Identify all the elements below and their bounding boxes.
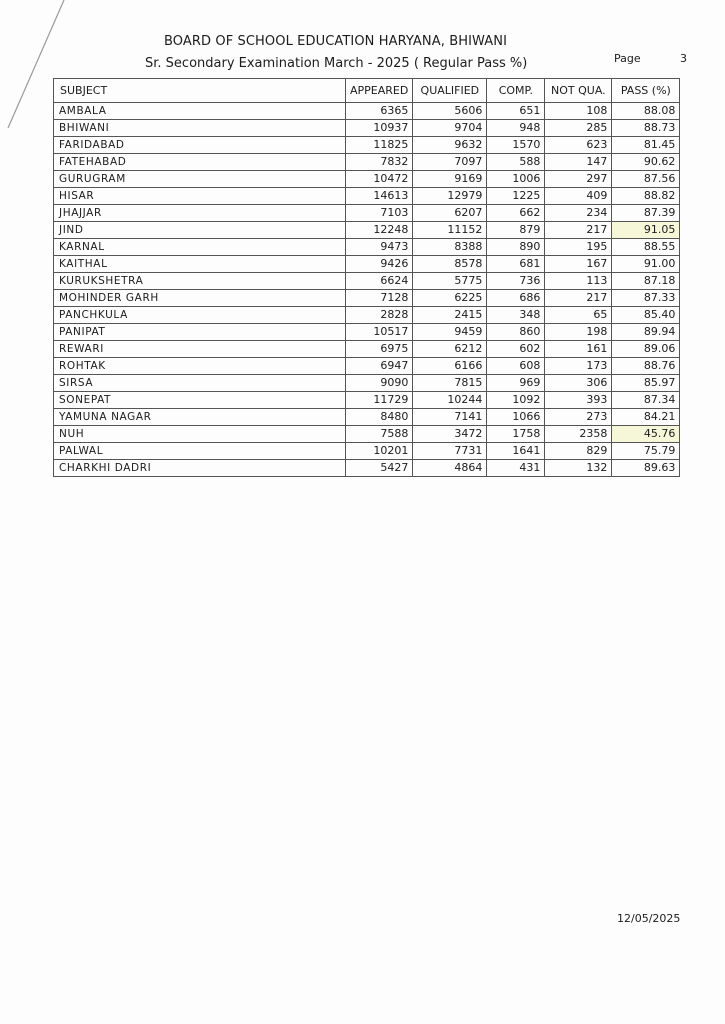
- cell-subject: SONEPAT: [54, 392, 346, 409]
- cell-subject: REWARI: [54, 341, 346, 358]
- cell-appeared: 11729: [346, 392, 413, 409]
- cell-appeared: 6947: [346, 358, 413, 375]
- cell-comp: 681: [487, 256, 545, 273]
- table-body: [54, 103, 680, 477]
- cell-comp: 1225: [487, 188, 545, 205]
- cell-pass-percent: 89.63: [612, 460, 680, 477]
- cell-pass-percent: 88.55: [612, 239, 680, 256]
- table-row: [54, 222, 680, 239]
- cell-pass-percent: 90.62: [612, 154, 680, 171]
- cell-subject: PALWAL: [54, 443, 346, 460]
- cell-comp: 1570: [487, 137, 545, 154]
- cell-pass-percent: 87.18: [612, 273, 680, 290]
- cell-qualified: 8388: [413, 239, 487, 256]
- cell-pass-percent: 81.45: [612, 137, 680, 154]
- cell-comp: 1641: [487, 443, 545, 460]
- results-table: [53, 78, 680, 477]
- page-number: 3: [680, 52, 687, 65]
- table-row: [54, 103, 680, 120]
- table-row: [54, 307, 680, 324]
- table-row: [54, 460, 680, 477]
- cell-subject: ROHTAK: [54, 358, 346, 375]
- cell-pass-percent: 88.73: [612, 120, 680, 137]
- cell-pass-percent: 88.76: [612, 358, 680, 375]
- table-row: [54, 154, 680, 171]
- cell-not-qualified: 65: [545, 307, 612, 324]
- table-row: [54, 120, 680, 137]
- cell-not-qualified: 167: [545, 256, 612, 273]
- cell-pass-percent: 87.39: [612, 205, 680, 222]
- cell-pass-percent: 84.21: [612, 409, 680, 426]
- page-label: Page: [614, 52, 641, 65]
- cell-pass-percent: 91.00: [612, 256, 680, 273]
- cell-comp: 608: [487, 358, 545, 375]
- table-header-row: [54, 79, 680, 103]
- cell-not-qualified: 623: [545, 137, 612, 154]
- table-row: [54, 358, 680, 375]
- cell-qualified: 9704: [413, 120, 487, 137]
- table-row: [54, 341, 680, 358]
- cell-pass-percent: 89.94: [612, 324, 680, 341]
- cell-not-qualified: 409: [545, 188, 612, 205]
- table-row: [54, 375, 680, 392]
- cell-not-qualified: 173: [545, 358, 612, 375]
- cell-appeared: 8480: [346, 409, 413, 426]
- table-row: [54, 392, 680, 409]
- cell-appeared: 9090: [346, 375, 413, 392]
- cell-comp: 860: [487, 324, 545, 341]
- cell-comp: 1092: [487, 392, 545, 409]
- table-row: [54, 409, 680, 426]
- cell-subject: BHIWANI: [54, 120, 346, 137]
- cell-qualified: 4864: [413, 460, 487, 477]
- cell-not-qualified: 829: [545, 443, 612, 460]
- cell-pass-percent: 88.82: [612, 188, 680, 205]
- cell-appeared: 2828: [346, 307, 413, 324]
- cell-appeared: 9473: [346, 239, 413, 256]
- document-date: 12/05/2025: [617, 912, 681, 925]
- cell-pass-percent: 87.34: [612, 392, 680, 409]
- table-row: [54, 443, 680, 460]
- cell-not-qualified: 108: [545, 103, 612, 120]
- cell-subject: KARNAL: [54, 239, 346, 256]
- table-row: [54, 273, 680, 290]
- cell-not-qualified: 393: [545, 392, 612, 409]
- cell-comp: 969: [487, 375, 545, 392]
- cell-comp: 588: [487, 154, 545, 171]
- cell-qualified: 7815: [413, 375, 487, 392]
- cell-not-qualified: 234: [545, 205, 612, 222]
- cell-subject: PANCHKULA: [54, 307, 346, 324]
- cell-qualified: 6212: [413, 341, 487, 358]
- cell-subject: JHAJJAR: [54, 205, 346, 222]
- cell-not-qualified: 217: [545, 290, 612, 307]
- cell-comp: 879: [487, 222, 545, 239]
- cell-appeared: 11825: [346, 137, 413, 154]
- cell-not-qualified: 285: [545, 120, 612, 137]
- cell-not-qualified: 297: [545, 171, 612, 188]
- cell-qualified: 12979: [413, 188, 487, 205]
- cell-qualified: 6225: [413, 290, 487, 307]
- cell-not-qualified: 2358: [545, 426, 612, 443]
- cell-subject: AMBALA: [54, 103, 346, 120]
- cell-comp: 348: [487, 307, 545, 324]
- board-title: BOARD OF SCHOOL EDUCATION HARYANA, BHIWANI: [164, 34, 508, 49]
- cell-qualified: 2415: [413, 307, 487, 324]
- cell-qualified: 3472: [413, 426, 487, 443]
- cell-subject: MOHINDER GARH: [54, 290, 346, 307]
- cell-subject: KAITHAL: [54, 256, 346, 273]
- cell-appeared: 6624: [346, 273, 413, 290]
- cell-comp: 651: [487, 103, 545, 120]
- table-row: [54, 205, 680, 222]
- cell-subject: YAMUNA NAGAR: [54, 409, 346, 426]
- cell-subject: FARIDABAD: [54, 137, 346, 154]
- cell-pass-percent: 75.79: [612, 443, 680, 460]
- table-row: [54, 290, 680, 307]
- cell-pass-percent: 45.76: [612, 426, 680, 443]
- cell-not-qualified: 217: [545, 222, 612, 239]
- cell-qualified: 8578: [413, 256, 487, 273]
- cell-pass-percent: 85.97: [612, 375, 680, 392]
- cell-appeared: 5427: [346, 460, 413, 477]
- exam-subtitle: Sr. Secondary Examination March - 2025 ( Regular Pass %): [145, 56, 528, 71]
- cell-pass-percent: 85.40: [612, 307, 680, 324]
- cell-appeared: 12248: [346, 222, 413, 239]
- cell-appeared: 7103: [346, 205, 413, 222]
- cell-appeared: 9426: [346, 256, 413, 273]
- cell-comp: 948: [487, 120, 545, 137]
- cell-subject: SIRSA: [54, 375, 346, 392]
- cell-not-qualified: 306: [545, 375, 612, 392]
- column-header-pass-percent: PASS (%): [612, 79, 680, 103]
- column-header-appeared: APPEARED: [346, 79, 413, 103]
- cell-not-qualified: 113: [545, 273, 612, 290]
- table-row: [54, 256, 680, 273]
- cell-not-qualified: 161: [545, 341, 612, 358]
- cell-pass-percent: 87.33: [612, 290, 680, 307]
- cell-qualified: 9632: [413, 137, 487, 154]
- cell-qualified: 7097: [413, 154, 487, 171]
- cell-comp: 602: [487, 341, 545, 358]
- cell-appeared: 7832: [346, 154, 413, 171]
- table-row: [54, 239, 680, 256]
- cell-not-qualified: 132: [545, 460, 612, 477]
- cell-pass-percent: 89.06: [612, 341, 680, 358]
- cell-appeared: 10517: [346, 324, 413, 341]
- cell-qualified: 11152: [413, 222, 487, 239]
- column-header-not-qualified: NOT QUA.: [545, 79, 612, 103]
- cell-comp: 1066: [487, 409, 545, 426]
- cell-not-qualified: 195: [545, 239, 612, 256]
- cell-comp: 1758: [487, 426, 545, 443]
- column-header-comp: COMP.: [487, 79, 545, 103]
- cell-qualified: 5775: [413, 273, 487, 290]
- cell-qualified: 5606: [413, 103, 487, 120]
- cell-comp: 890: [487, 239, 545, 256]
- cell-not-qualified: 147: [545, 154, 612, 171]
- cell-subject: NUH: [54, 426, 346, 443]
- cell-pass-percent: 88.08: [612, 103, 680, 120]
- cell-subject: KURUKSHETRA: [54, 273, 346, 290]
- cell-subject: GURUGRAM: [54, 171, 346, 188]
- cell-appeared: 7128: [346, 290, 413, 307]
- cell-qualified: 7731: [413, 443, 487, 460]
- cell-appeared: 10472: [346, 171, 413, 188]
- cell-qualified: 9169: [413, 171, 487, 188]
- cell-qualified: 6207: [413, 205, 487, 222]
- cell-subject: CHARKHI DADRI: [54, 460, 346, 477]
- cell-appeared: 7588: [346, 426, 413, 443]
- cell-comp: 1006: [487, 171, 545, 188]
- cell-appeared: 6365: [346, 103, 413, 120]
- cell-subject: FATEHABAD: [54, 154, 346, 171]
- cell-not-qualified: 273: [545, 409, 612, 426]
- cell-subject: HISAR: [54, 188, 346, 205]
- cell-qualified: 6166: [413, 358, 487, 375]
- cell-comp: 662: [487, 205, 545, 222]
- table-row: [54, 426, 680, 443]
- cell-appeared: 10937: [346, 120, 413, 137]
- cell-pass-percent: 87.56: [612, 171, 680, 188]
- cell-not-qualified: 198: [545, 324, 612, 341]
- column-header-subject: SUBJECT: [54, 79, 346, 103]
- cell-appeared: 10201: [346, 443, 413, 460]
- cell-qualified: 9459: [413, 324, 487, 341]
- cell-pass-percent: 91.05: [612, 222, 680, 239]
- table-row: [54, 171, 680, 188]
- cell-comp: 686: [487, 290, 545, 307]
- cell-appeared: 14613: [346, 188, 413, 205]
- table-row: [54, 324, 680, 341]
- cell-subject: JIND: [54, 222, 346, 239]
- cell-comp: 736: [487, 273, 545, 290]
- cell-appeared: 6975: [346, 341, 413, 358]
- table-row: [54, 188, 680, 205]
- cell-qualified: 7141: [413, 409, 487, 426]
- table-row: [54, 137, 680, 154]
- cell-comp: 431: [487, 460, 545, 477]
- cell-qualified: 10244: [413, 392, 487, 409]
- cell-subject: PANIPAT: [54, 324, 346, 341]
- column-header-qualified: QUALIFIED: [413, 79, 487, 103]
